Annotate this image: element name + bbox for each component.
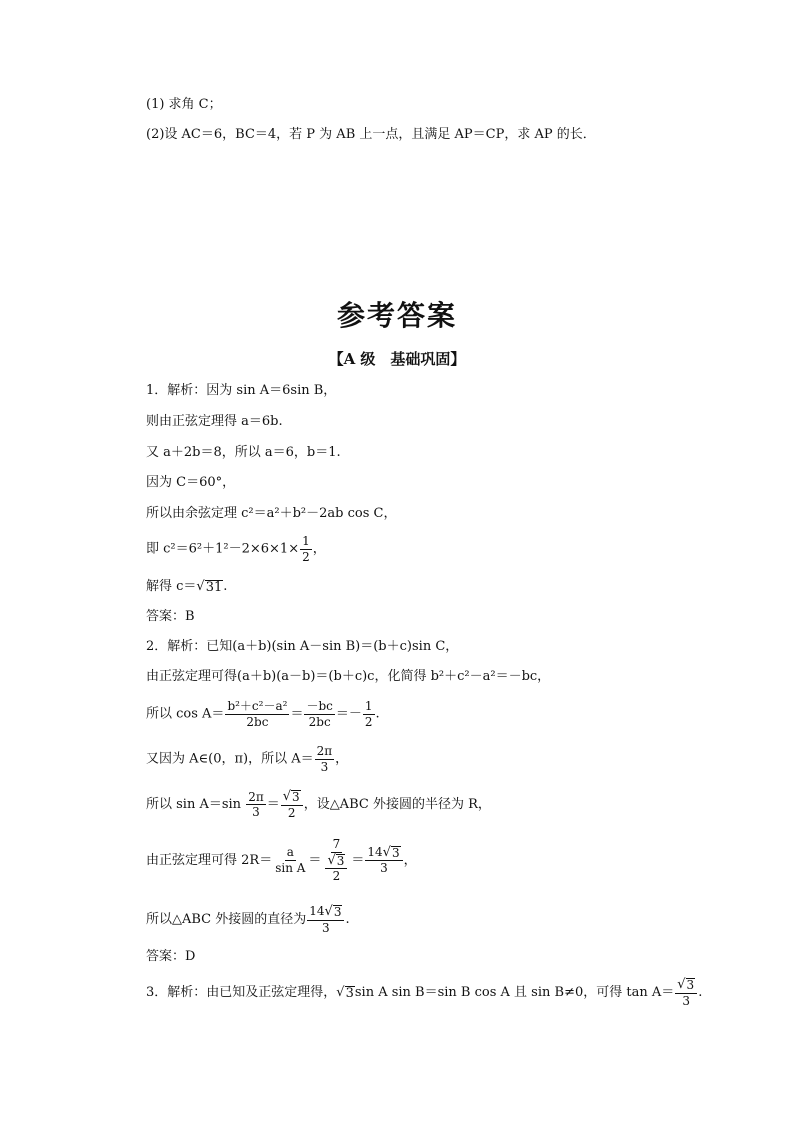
q3-line-1-text: 3．解析：由已知及正弦定理得， <box>146 985 337 1001</box>
numerator: b²＋c²－a² <box>227 699 288 713</box>
question-part-2: (2)设 AC＝6，BC＝4，若 P 为 AB 上一点，且满足 AP＝CP，求 AP 的长． <box>146 127 596 142</box>
numerator <box>325 854 347 870</box>
numerator: －bc <box>306 699 333 713</box>
q2-line-5 <box>146 790 491 819</box>
numerator: 1 <box>302 534 310 548</box>
radicand: 3 <box>336 853 345 868</box>
fraction <box>675 978 697 1007</box>
denominator <box>322 853 350 883</box>
q3-line-1 <box>146 978 702 1007</box>
sqrt: √ 31 <box>196 579 223 595</box>
fraction <box>315 745 335 773</box>
numerator: 7 <box>332 837 341 851</box>
radicand: 31 <box>205 580 223 595</box>
denominator: 3 <box>380 861 388 876</box>
answers-title: 参考答案 <box>336 299 457 332</box>
sqrt: √ 3 <box>382 844 400 860</box>
denominator: 2 <box>332 869 341 884</box>
fraction <box>322 838 350 883</box>
q1-line-7 <box>146 580 227 595</box>
denominator: 2bc <box>308 714 331 729</box>
denominator: 2 <box>364 714 373 729</box>
numerator: 1 <box>364 699 373 713</box>
denominator: 2 <box>287 805 296 820</box>
fraction <box>281 790 303 819</box>
fraction <box>365 846 402 875</box>
fraction <box>246 791 266 819</box>
punct: . <box>375 706 380 722</box>
sqrt: √ 3 <box>327 852 345 868</box>
denominator: 3 <box>682 993 691 1008</box>
q2-line-3-text: 所以 cos A＝ <box>146 706 225 722</box>
equals: ＝ <box>351 852 365 868</box>
fraction <box>325 854 347 883</box>
equals: ＝ <box>308 852 322 868</box>
numerator <box>307 905 344 921</box>
numerator <box>675 978 697 994</box>
q1-line-4: 因为 C＝60°， <box>146 475 236 490</box>
question-part-1: (1) 求角 C； <box>146 97 222 112</box>
equals: ＝ <box>266 797 280 813</box>
radicand: 3 <box>686 978 695 992</box>
denominator: sin A <box>275 860 306 875</box>
punct: . <box>345 912 350 928</box>
numerator: 2π <box>248 789 264 804</box>
denominator: 3 <box>322 920 330 935</box>
q2-line-6-text: 由正弦定理可得 2R＝ <box>146 852 273 868</box>
coefficient: 14 <box>309 904 325 918</box>
q2-line-4 <box>146 745 348 773</box>
q1-line-1: 1．解析：因为 sin A＝6sin B， <box>146 383 337 398</box>
radicand: 3 <box>345 986 354 1002</box>
sqrt: √ 3 <box>677 977 695 992</box>
fraction <box>300 535 312 563</box>
fraction <box>307 905 344 934</box>
q2-line-7-text: 所以△ABC 外接圆的直径为 <box>146 912 307 928</box>
fraction <box>225 700 289 728</box>
radicand: 3 <box>333 905 342 919</box>
equals: ＝－ <box>335 706 362 722</box>
q3-line-1-mid: sin A sin B＝sin B cos A 且 sin B≠0，可得 tan A＝ <box>354 985 675 1001</box>
section-title: 【A 级 基础巩固】 <box>328 350 466 368</box>
denominator: 3 <box>320 759 329 774</box>
radicand: 3 <box>292 790 300 804</box>
denominator: 2 <box>302 549 310 564</box>
punct: . <box>698 985 703 1001</box>
fraction <box>273 846 307 874</box>
q1-line-7-text: 解得 c＝ <box>146 579 197 594</box>
q2-line-1: 2．解析：已知(a＋b)(sin A－sin B)＝(b＋c)sin C， <box>146 639 459 654</box>
punct: ， <box>403 852 417 868</box>
q2-line-7 <box>146 905 350 934</box>
sqrt: √ 3 <box>336 985 354 1002</box>
denominator: 3 <box>252 805 260 820</box>
numerator <box>365 846 402 862</box>
q2-line-2: 由正弦定理可得(a＋b)(a－b)＝(b＋c)c，化简得 b²＋c²－a²＝－bc， <box>146 669 551 684</box>
punct: . <box>223 579 228 594</box>
fraction <box>304 700 334 728</box>
denominator: 2bc <box>246 714 269 729</box>
q1-line-6-text: 即 c²＝6²＋1²－2×6×1× <box>146 541 300 557</box>
q1-line-5: 所以由余弦定理 c²＝a²＋b²－2ab cos C， <box>146 506 397 521</box>
sqrt: √ 3 <box>324 904 342 919</box>
coefficient: 14 <box>367 844 383 859</box>
q1-line-2: 则由正弦定理得 a＝6b. <box>146 414 283 429</box>
q1-line-3: 又 a＋2b＝8，所以 a＝6，b＝1. <box>146 445 341 460</box>
sqrt: √ 3 <box>282 789 300 804</box>
numerator: 2π <box>316 744 333 758</box>
q2-line-5-text: 所以 sin A＝sin <box>146 797 246 813</box>
fraction <box>363 700 375 728</box>
punct: ， <box>335 751 349 767</box>
q1-answer: 答案：B <box>146 609 195 624</box>
q2-line-5-tail: ，设△ABC 外接圆的半径为 R， <box>303 797 491 813</box>
radicand: 3 <box>391 845 400 860</box>
q2-answer: 答案：D <box>146 949 196 964</box>
numerator <box>281 790 303 806</box>
q2-line-6 <box>146 838 417 883</box>
punct: ， <box>312 541 326 557</box>
q1-line-6 <box>146 535 326 563</box>
q2-line-4-text: 又因为 A∈(0，π)，所以 A＝ <box>146 751 314 767</box>
q2-line-3 <box>146 700 380 728</box>
numerator: a <box>286 845 294 860</box>
equals: ＝ <box>290 706 304 722</box>
